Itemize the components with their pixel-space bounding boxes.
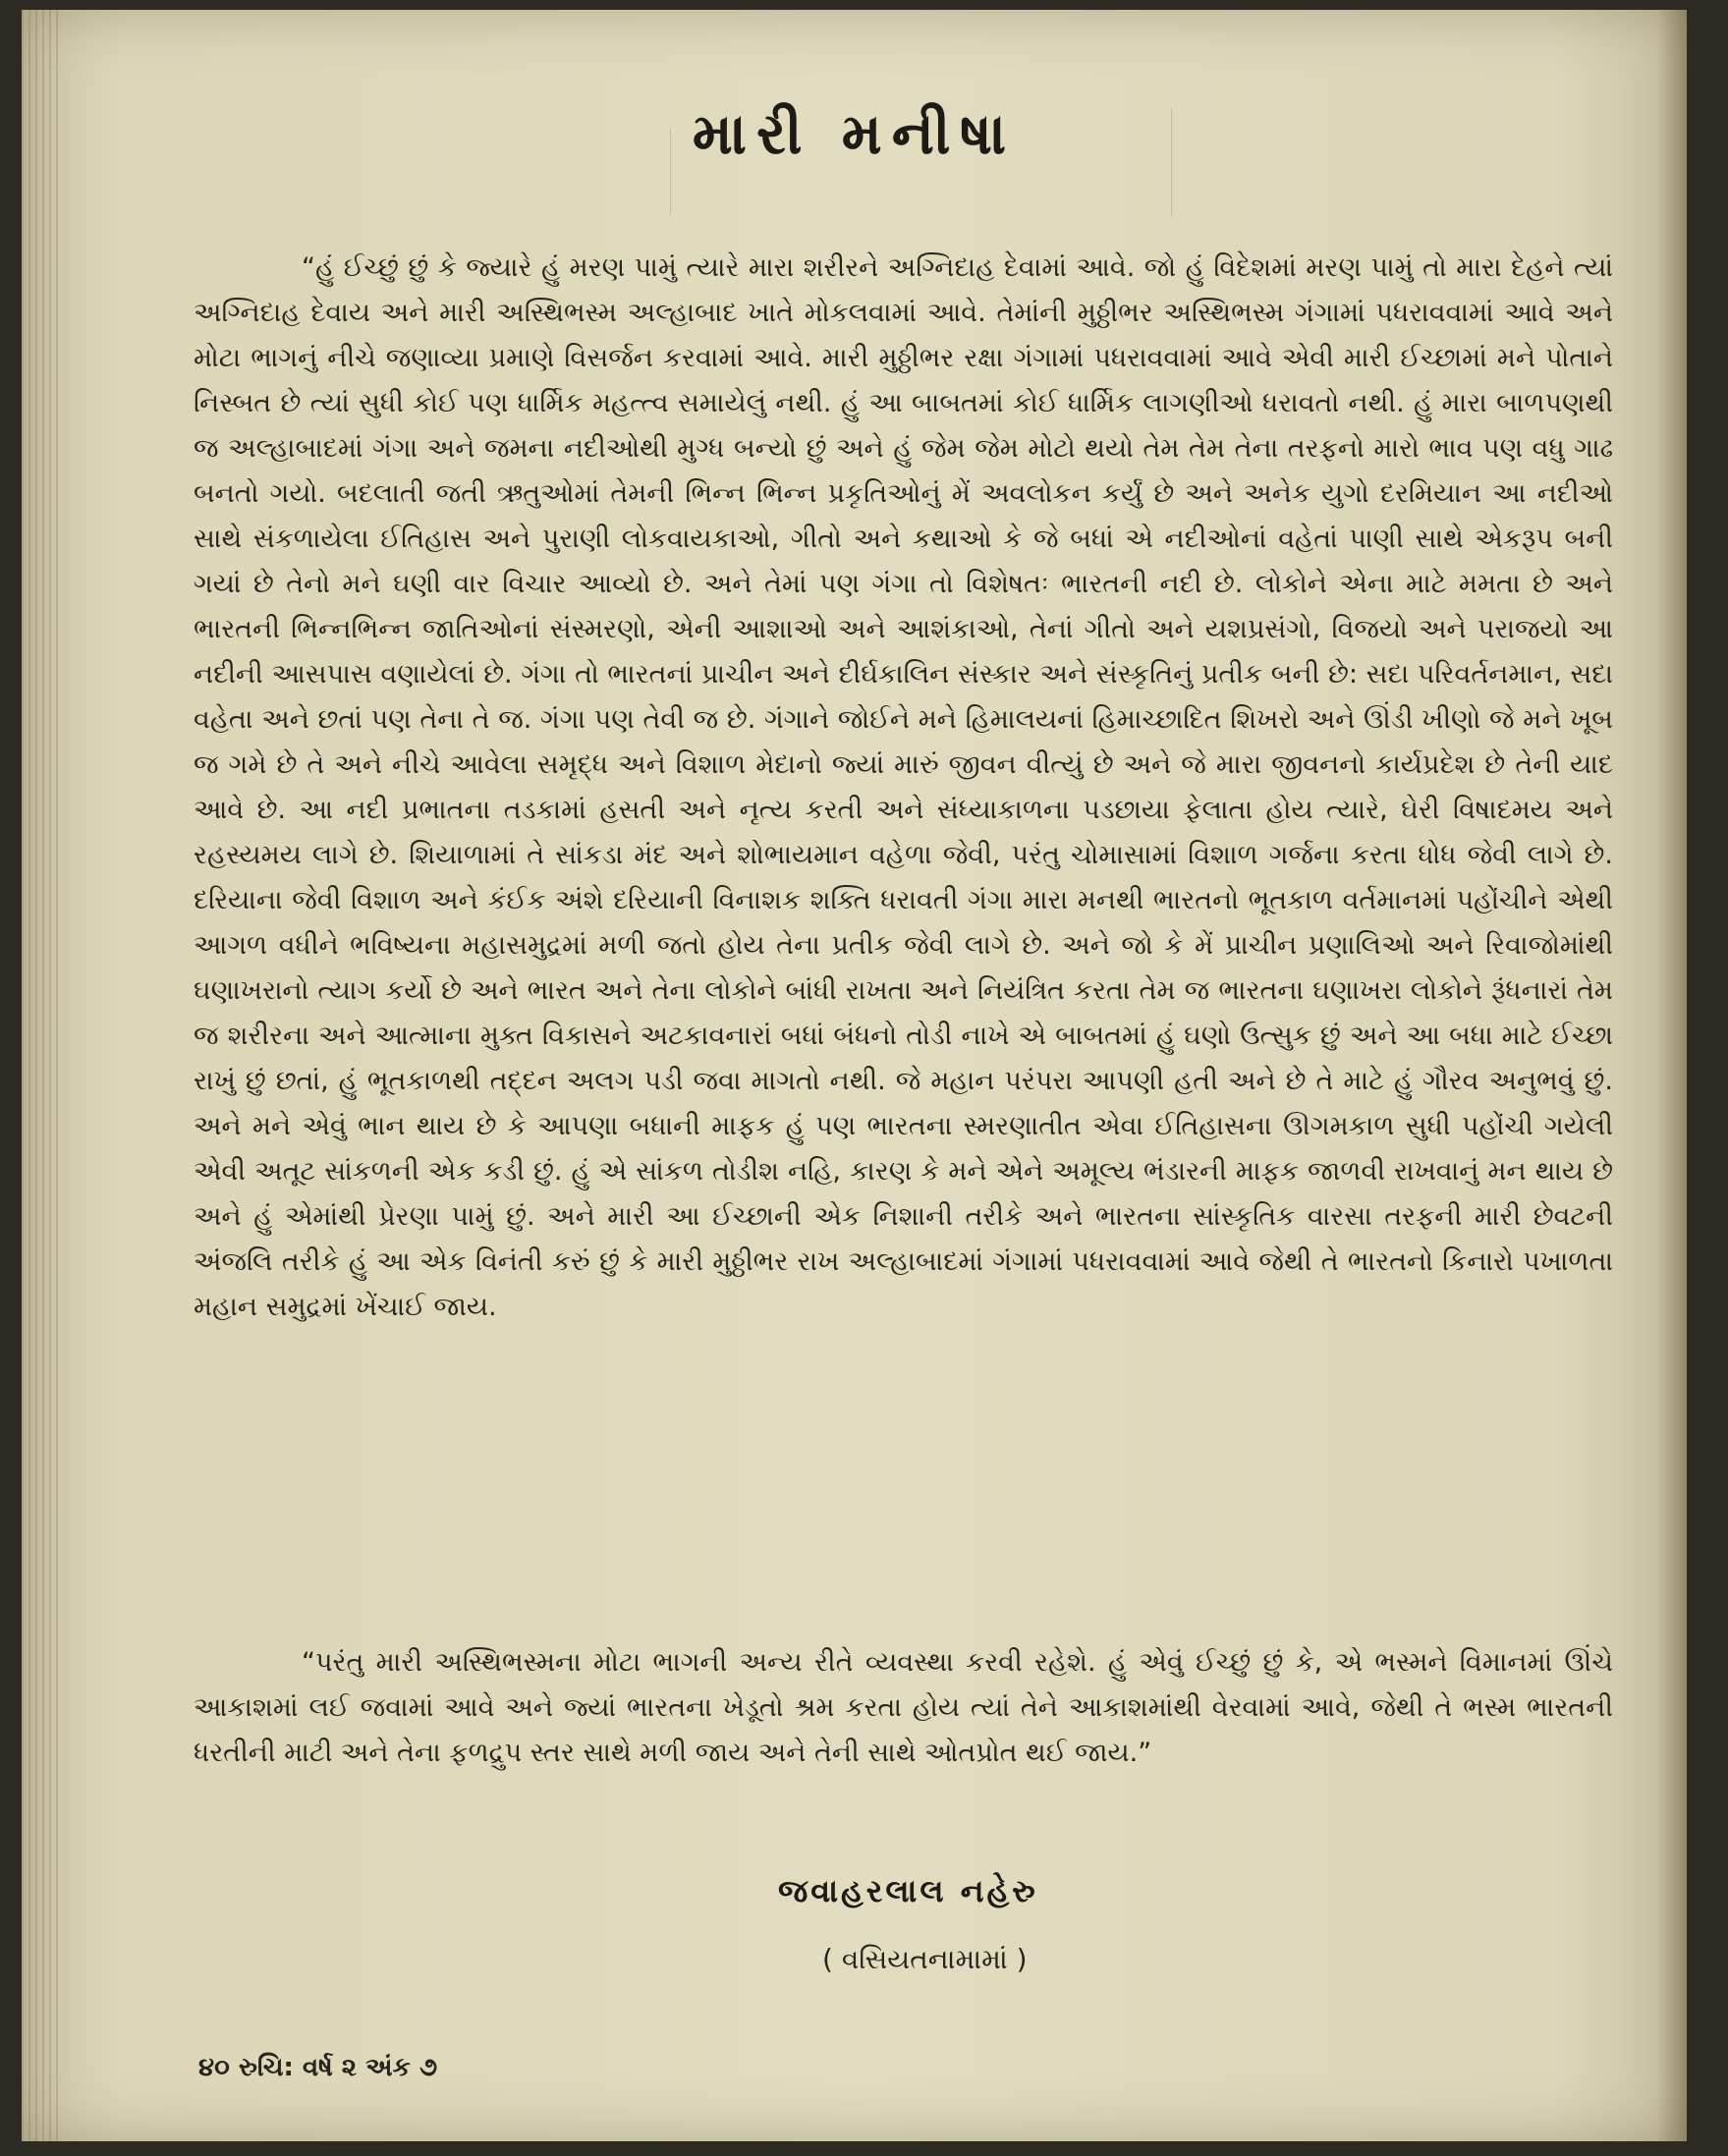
page-footer: ૪૦ રુચિ: વર્ષ ૨ અંક ૭ — [198, 2053, 438, 2082]
main-paragraph — [194, 246, 1613, 1330]
magazine-page — [22, 10, 1687, 2141]
paragraph-1: “હું ઈચ્છું છું કે જ્યારે હું મરણ પામું ત્યારે મારા શરીરને અગ્નિદાહ દેવામાં આવે. જો હું વિદેશમાં મરણ પામું તો મારા દેહને ત્યાં અગ્નિદાહ દેવાય અને મારી અસ્થિભસ્મ અલ્હાબાદ ખાતે મોકલવામાં આવે. તેમાંની મુઠ્ઠીભર અસ્થિભસ્મ ગંગામાં પધરાવવામાં આવે અને મોટા ભાગનું નીચે જણાવ્યા પ્રમાણે વિસર્જન કરવામાં આવે. મારી મુઠ્ઠીભર રક્ષા ગંગામાં પધરાવવામાં આવે એવી મારી ઈચ્છામાં મને પોતાને નિસ્બત છે ત્યાં સુધી કોઈ પણ ધાર્મિક મહત્ત્વ સમાયેલું નથી. હું આ બાબતમાં કોઈ ધાર્મિક લાગણીઓ ધરાવતો નથી. હું મારા બાળપણથી જ અલ્હાબાદમાં ગંગા અને જમના નદીઓથી મુગ્ધ બન્યો છું અને હું જેમ જેમ મોટો થયો તેમ તેમ તેના તરફનો મારો ભાવ પણ વધુ ગાઢ બનતો ગયો. બદલાતી જતી ઋતુઓમાં તેમની ભિન્ન ભિન્ન પ્રકૃતિઓનું મેં અવલોકન કર્યું છે અને અનેક યુગો દરમિયાન આ નદીઓ સાથે સંકળાયેલા ઈતિહાસ અને પુરાણી લોકવાયકાઓ, ગીતો અને કથાઓ કે જે બધાં એ નદીઓનાં વહેતાં પાણી સાથે એકરૂપ બની ગયાં છે તેનો મને ઘણી વાર વિચાર આવ્યો છે. અને તેમાં પણ ગંગા તો વિશેષતઃ ભારતની નદી છે. લોકોને એના માટે મમતા છે અને ભારતની ભિન્નભિન્ન જાતિઓનાં સંસ્મરણો, એની આશાઓ અને આશંકાઓ, તેનાં ગીતો અને યશપ્રસંગો, વિજયો અને પરાજયો આ નદીની આસપાસ વણાયેલાં છે. ગંગા તો ભારતનાં પ્રાચીન અને દીર્ઘકાલિન સંસ્કાર અને સંસ્કૃતિનું પ્રતીક બની છે: સદા પરિવર્તનમાન, સદા વહેતા અને છતાં પણ તેના તે જ. ગંગા પણ તેવી જ છે. ગંગાને જોઈને મને હિમાલયનાં હિમાચ્છાદિત શિખરો અને ઊંડી ખીણો જે મને ખૂબ જ ગમે છે તે અને નીચે આવેલા સમૃદ્ધ અને વિશાળ મેદાનો જ્યાં મારું જીવન વીત્યું છે અને જે મારા જીવનનો કાર્યપ્રદેશ છે તેની યાદ આવે છે. આ નદી પ્રભાતના તડકામાં હસતી અને નૃત્ય કરતી અને સંધ્યાકાળના પડછાયા ફેલાતા હોય ત્યારે, ઘેરી વિષાદમય અને રહસ્યમય લાગે છે. શિયાળામાં તે સાંકડા મંદ અને શોભાયમાન વહેળા જેવી, પરંતુ ચોમાસામાં વિશાળ ગર્જના કરતા ધોધ જેવી લાગે છે. દરિયાના જેવી વિશાળ અને કંઈક અંશે દરિયાની વિનાશક શક્તિ ધરાવતી ગંગા મારા મનથી ભારતનો ભૂતકાળ વર્તમાનમાં પહોંચીને એથી આગળ વધીને ભવિષ્યના મહાસમુદ્રમાં મળી જતો હોય તેના પ્રતીક જેવી લાગે છે. અને જો કે મેં પ્રાચીન પ્રણાલિઓ અને રિવાજોમાંથી ઘણાખરાનો ત્યાગ કર્યો છે અને ભારત અને તેના લોકોને બાંધી રાખતા અને નિયંત્રિત કરતા તેમ જ ભારતના ઘણાખરા લોકોને રૂંધનારાં તેમ જ શરીરના અને આત્માના મુક્ત વિકાસને અટકાવનારાં બધાં બંધનો તોડી નાખે એ બાબતમાં હું ઘણો ઉત્સુક છું અને આ બધા માટે ઈચ્છા રાખું છું છતાં, હું ભૂતકાળથી તદ્દન અલગ પડી જવા માગતો નથી. જે મહાન પરંપરા આપણી હતી અને છે તે માટે હું ગૌરવ અનુભવું છું. અને મને એવું ભાન થાય છે કે આપણા બધાની માફક હું પણ ભારતના સ્મરણાતીત એવા ઈતિહાસના ઊગમકાળ સુધી પહોંચી ગયેલી એવી અતૂટ સાંકળની એક કડી છું. હું એ સાંકળ તોડીશ નહિ, કારણ કે મને એને અમૂલ્ય ભંડારની માફક જાળવી રાખવાનું મન થાય છે અને હું એમાંથી પ્રેરણા પામું છું. અને મારી આ ઈચ્છાની એક નિશાની તરીકે અને ભારતના સાંસ્કૃતિક વારસા તરફની મારી છેવટની અંજલિ તરીકે હું આ એક વિનંતી કરું છું કે મારી મુઠ્ઠીભર રાખ અલ્હાબાદમાં ગંગામાં પધરાવવામાં આવે જેથી તે ભારતનો કિનારો પખાળતા મહાન સમુદ્રમાં ખેંચાઈ જાય. — [194, 252, 1613, 1322]
stacked-page-edges — [22, 10, 61, 2141]
page-title: મારી મનીષા — [692, 100, 1017, 167]
source-note: ( વસિયતનામામાં ) — [822, 1943, 1028, 1975]
page-shadow — [1657, 10, 1687, 2141]
second-paragraph — [194, 1640, 1613, 1776]
paragraph-2: “પરંતુ મારી અસ્થિભસ્મના મોટા ભાગની અન્ય રીતે વ્યવસ્થા કરવી રહેશે. હું એવું ઈચ્છું છું કે, એ ભસ્મને વિમાનમાં ઊંચે આકાશમાં લઈ જવામાં આવે અને જ્યાં ભારતના ખેડૂતો શ્રમ કરતા હોય ત્યાં તેને આકાશમાંથી વેરવામાં આવે, જેથી તે ભસ્મ ભારતની ધરતીની માટી અને તેના ફળદ્રુપ સ્તર સાથે મળી જાય અને તેની સાથે ઓતપ્રોત થઈ જાય.” — [194, 1647, 1613, 1768]
author-name: જવાહરલાલ નહેરુ — [778, 1872, 1038, 1909]
